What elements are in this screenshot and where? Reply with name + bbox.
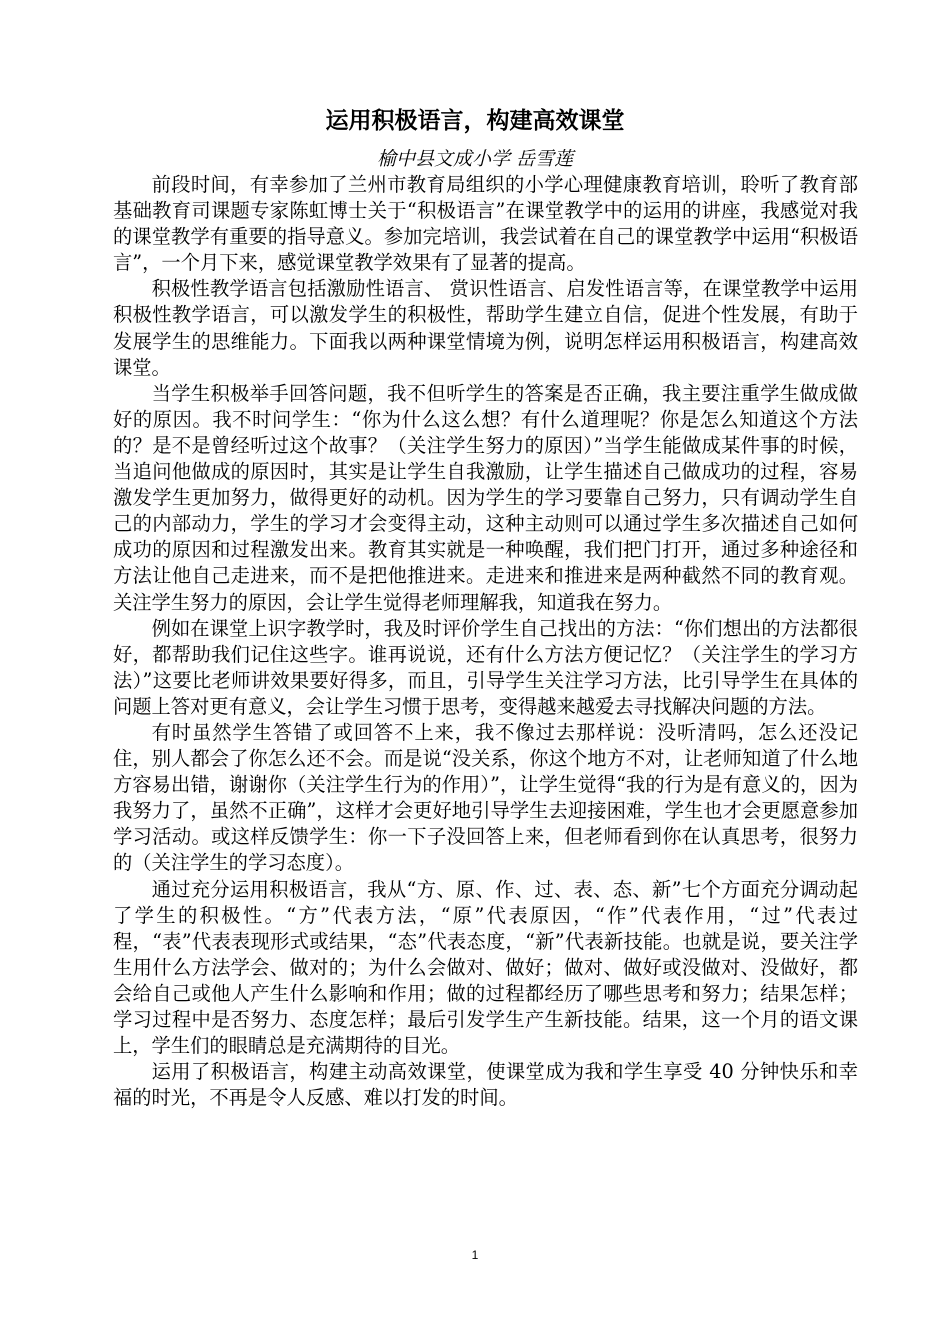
paragraph: 积极性教学语言包括激励性语言、 赏识性语言、启发性语言等，在课堂教学中运用积极性教学语言，可以激发学生的积极性，帮助学生建立自信，促进个性发展，有助于发展学生的思维能力。下面我以两种课堂情境为例，说明怎样运用积极语言，构建高效课堂。 [113, 277, 858, 379]
paragraph: 有时虽然学生答错了或回答不上来，我不像过去那样说：没听清吗，怎么还没记住，别人都会了你怎么还不会。而是说“没关系，你这个地方不对，让老师知道了什么地方容易出错，谢谢你（关注学生行为的作用）”，让学生觉得“我的行为是有意义的，因为我努力了，虽然不正确”，这样才会更好地引导学生去迎接困难，学生也才会更愿意参加学习活动。或这样反馈学生：你一下子没回答上来，但老师看到你在认真思考，很努力的（关注学生的学习态度）。 [113, 720, 858, 875]
paragraph: 当学生积极举手回答问题，我不但听学生的答案是否正确，我主要注重学生做成做好的原因。我不时问学生：“你为什么这么想？有什么道理呢？你是怎么知道这个方法的？是不是曾经听过这个故事？（关注学生努力的原因）”当学生能做成某件事的时候，当追问他做成的原因时，其实是让学生自我激励，让学生描述自己做成功的过程，容易激发学生更加努力，做得更好的动机。因为学生的学习要靠自己努力，只有调动学生自己的内部动力，学生的学习才会变得主动，这种主动则可以通过学生多次描述自己如何成功的原因和过程激发出来。教育其实就是一种唤醒，我们把门打开，通过多种途径和方法让他自己走进来，而不是把他推进来。走进来和推进来是两种截然不同的教育观。关注学生努力的原因，会让学生觉得老师理解我，知道我在努力。 [113, 381, 858, 614]
paragraph: 通过充分运用积极语言，我从“方、原、作、过、表、态、新”七个方面充分调动起了学生的积极性。“方”代表方法，“原”代表原因，“作”代表作用，“过”代表过程，“表”代表表现形式或结果，“态”代表态度，“新”代表新技能。也就是说，要关注学生用什么方法学会、做对的；为什么会做对、做好；做对、做好或没做对、没做好，都会给自己或他人产生什么影响和作用；做的过程都经历了哪些思考和努力；结果怎样；学习过程中是否努力、态度怎样；最后引发学生产生新技能。结果，这一个月的语文课上，学生们的眼睛总是充满期待的目光。 [113, 877, 858, 1058]
author-line: 榆中县文成小学 岳雪莲 [376, 148, 574, 170]
paragraph: 例如在课堂上识字教学时，我及时评价学生自己找出的方法：“你们想出的方法都很好，都帮助我们记住这些字。谁再说说，还有什么方法方便记忆？（关注学生的学习方法）”这要比老师讲效果要好得多，而且，引导学生关注学习方法，比引导学生在具体的问题上答对更有意义，会让学生习惯于思考，变得越来越爱去寻找解决问题的方法。 [113, 616, 858, 718]
document-body [113, 172, 858, 1111]
document-title: 运用积极语言，构建高效课堂 [325, 108, 625, 134]
paragraph: 前段时间，有幸参加了兰州市教育局组织的小学心理健康教育培训，聆听了教育部基础教育司课题专家陈虹博士关于“积极语言”在课堂教学中的运用的讲座，我感觉对我的课堂教学有重要的指导意义。参加完培训，我尝试着在自己的课堂教学中运用“积极语言”，一个月下来，感觉课堂教学效果有了显著的提高。 [113, 173, 858, 275]
page-number: 1 [471, 1248, 479, 1262]
paragraph: 运用了积极语言，构建主动高效课堂，使课堂成为我和学生享受 40 分钟快乐和幸福的时光，不再是令人反感、难以打发的时间。 [113, 1060, 858, 1110]
